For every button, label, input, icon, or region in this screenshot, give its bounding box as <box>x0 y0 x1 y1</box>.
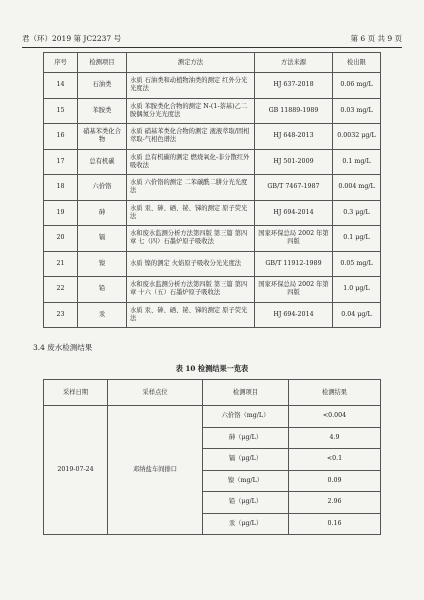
row-number: 18 <box>44 175 78 201</box>
row-number: 20 <box>44 226 78 252</box>
table-row <box>44 149 381 175</box>
table-row <box>44 302 381 328</box>
row-number: 22 <box>44 277 78 303</box>
table-row <box>44 251 381 277</box>
method-source: GB/T 11912-1989 <box>255 251 333 277</box>
row-number: 15 <box>44 98 78 124</box>
detection-limit: 0.0032 μg/L <box>333 124 381 150</box>
page-number: 第 6 页 共 9 页 <box>350 34 402 43</box>
table-row <box>44 226 381 252</box>
method-source: HJ 694-2014 <box>255 200 333 226</box>
table-row <box>44 406 381 428</box>
table-row <box>44 73 381 99</box>
col-header: 检测结果 <box>289 380 381 406</box>
table-caption: 表 10 检测结果一览表 <box>175 364 249 373</box>
col-header: 检测项目 <box>78 53 127 73</box>
table-row <box>44 175 381 201</box>
test-result: <0.1 <box>289 449 381 471</box>
method-table-header <box>44 53 381 73</box>
table-row <box>44 200 381 226</box>
test-item: 砷（μg/L） <box>203 427 289 449</box>
test-method: 水质 苯胺类化合物的测定 N-(1-萘基)乙二胺偶氮分光光度法 <box>127 98 255 124</box>
col-header: 采样点位 <box>108 380 203 406</box>
test-method: 水质 总有机碳的测定 燃烧氧化-非分散红外吸收法 <box>127 149 255 175</box>
col-header: 方法来源 <box>255 53 333 73</box>
test-result: 2.96 <box>289 492 381 514</box>
test-item: 苯胺类 <box>78 98 127 124</box>
test-result: 0.09 <box>289 470 381 492</box>
test-item: 六价铬 <box>78 175 127 201</box>
method-source: 国家环保总局 2002 年第四版 <box>255 277 333 303</box>
method-source: 国家环保总局 2002 年第四版 <box>255 226 333 252</box>
method-source: GB/T 7467-1987 <box>255 175 333 201</box>
test-item: 汞 <box>78 302 127 328</box>
test-item: 铅 <box>78 277 127 303</box>
col-header: 检出限 <box>333 53 381 73</box>
detection-limit: 0.05 mg/L <box>333 251 381 277</box>
test-method: 水质 石油类和动植物油类的测定 红外分光光度法 <box>127 73 255 99</box>
test-result: 0.16 <box>289 513 381 535</box>
sampling-location: 邓纳盐车间排口 <box>108 406 203 535</box>
method-table <box>43 52 381 328</box>
test-method: 水质 镍的测定 火焰原子吸收分光光度法 <box>127 251 255 277</box>
page-header <box>22 33 402 48</box>
row-number: 23 <box>44 302 78 328</box>
method-source: HJ 694-2014 <box>255 302 333 328</box>
test-item: 镉（μg/L） <box>203 449 289 471</box>
detection-limit: 0.06 mg/L <box>333 73 381 99</box>
test-result: <0.004 <box>289 406 381 428</box>
row-number: 17 <box>44 149 78 175</box>
sampling-date: 2019-07-24 <box>44 406 108 535</box>
col-header: 检测项目 <box>203 380 289 406</box>
test-method: 水和废水监测分析方法第四版 第三篇 第四章 七（四）石墨炉原子吸收法 <box>127 226 255 252</box>
table-row <box>44 98 381 124</box>
test-item: 铅（μg/L） <box>203 492 289 514</box>
test-method: 水和废水监测分析方法第四版 第三篇 第四章 十六（五）石墨炉原子吸收法 <box>127 277 255 303</box>
test-method: 水质 汞、砷、硒、铋、锑的测定 原子荧光法 <box>127 302 255 328</box>
method-source: HJ 501-2009 <box>255 149 333 175</box>
detection-limit: 0.3 μg/L <box>333 200 381 226</box>
row-number: 21 <box>44 251 78 277</box>
test-item: 总有机碳 <box>78 149 127 175</box>
results-table-header <box>44 380 381 406</box>
report-number: 君（环）2019 第 JC2237 号 <box>22 34 122 43</box>
test-item: 汞（μg/L） <box>203 513 289 535</box>
test-item: 六价铬（mg/L） <box>203 406 289 428</box>
row-number: 14 <box>44 73 78 99</box>
method-source: GB 11889-1989 <box>255 98 333 124</box>
detection-limit: 0.1 mg/L <box>333 149 381 175</box>
col-header: 采样日期 <box>44 380 108 406</box>
test-item: 镉 <box>78 226 127 252</box>
test-item: 硝基苯类化合物 <box>78 124 127 150</box>
table-row <box>44 124 381 150</box>
row-number: 19 <box>44 200 78 226</box>
table-row <box>44 277 381 303</box>
detection-limit: 0.1 μg/L <box>333 226 381 252</box>
test-item: 镍（mg/L） <box>203 470 289 492</box>
method-source: HJ 648-2013 <box>255 124 333 150</box>
col-header: 序号 <box>44 53 78 73</box>
test-item: 石油类 <box>78 73 127 99</box>
test-method: 水质 汞、砷、硒、铋、锑的测定 原子荧光法 <box>127 200 255 226</box>
test-method: 水质 六价铬的测定 二苯碳酰二肼分光光度法 <box>127 175 255 201</box>
row-number: 16 <box>44 124 78 150</box>
results-table <box>43 379 381 535</box>
detection-limit: 0.004 mg/L <box>333 175 381 201</box>
col-header: 测定方法 <box>127 53 255 73</box>
test-result: 4.9 <box>289 427 381 449</box>
detection-limit: 0.04 μg/L <box>333 302 381 328</box>
section-title: 3.4 废水检测结果 <box>33 343 93 352</box>
test-item: 镍 <box>78 251 127 277</box>
detection-limit: 0.03 mg/L <box>333 98 381 124</box>
test-method: 水质 硝基苯类化合物的测定 液液萃取/固相萃取-气相色谱法 <box>127 124 255 150</box>
test-item: 砷 <box>78 200 127 226</box>
method-source: HJ 637-2018 <box>255 73 333 99</box>
detection-limit: 1.0 μg/L <box>333 277 381 303</box>
